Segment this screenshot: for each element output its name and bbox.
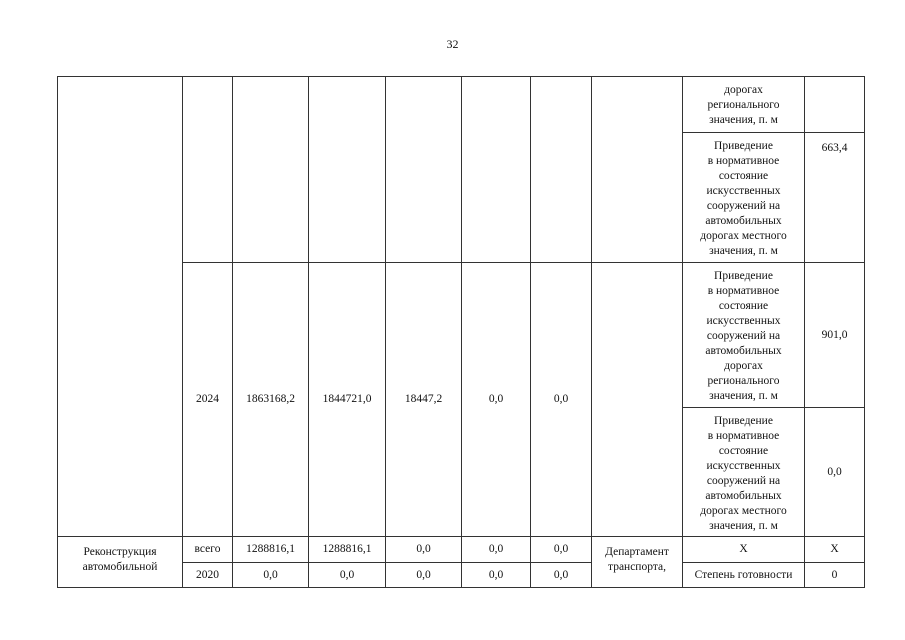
table-row: [58, 77, 865, 133]
total-cell: 1863168,2: [233, 263, 309, 537]
amount-cell: [386, 77, 462, 263]
program-name-cell: [58, 77, 183, 537]
amount-cell: 0,0: [462, 537, 531, 563]
amount-cell: 18447,2: [386, 263, 462, 537]
executor-cell: Департамент транспорта,: [592, 537, 683, 588]
indicator-value: 663,4: [805, 133, 865, 263]
amount-cell: 0,0: [531, 263, 592, 537]
amount-cell: 0,0: [386, 563, 462, 588]
amount-cell: [309, 77, 386, 263]
amount-cell: 0,0: [462, 563, 531, 588]
indicator-cell: Приведение в нормативное состояние искусственных сооружений на автомобильных дорогах регионального значения, п. м: [683, 263, 805, 408]
budget-table: [57, 76, 865, 588]
year-cell: 2024: [183, 263, 233, 537]
indicator-cell: Приведение в нормативное состояние искусственных сооружений на автомобильных дорогах местного значения, п. м: [683, 133, 805, 263]
executor-cell: [592, 263, 683, 537]
amount-cell: 1844721,0: [309, 263, 386, 537]
amount-cell: 1288816,1: [309, 537, 386, 563]
amount-cell: [462, 77, 531, 263]
indicator-value: Х: [805, 537, 865, 563]
executor-cell: [592, 77, 683, 263]
indicator-value: 0,0: [805, 408, 865, 537]
indicator-cell: Степень готовности: [683, 563, 805, 588]
table-row: [58, 537, 865, 563]
amount-cell: 0,0: [531, 537, 592, 563]
indicator-value: 901,0: [805, 263, 865, 408]
amount-cell: 0,0: [531, 563, 592, 588]
indicator-cell: дорогах регионального значения, п. м: [683, 77, 805, 133]
year-cell: 2020: [183, 563, 233, 588]
year-cell: всего: [183, 537, 233, 563]
total-cell: 0,0: [233, 563, 309, 588]
indicator-cell: Приведение в нормативное состояние искусственных сооружений на автомобильных дорогах местного значения, п. м: [683, 408, 805, 537]
indicator-cell: Х: [683, 537, 805, 563]
amount-cell: 0,0: [462, 263, 531, 537]
amount-cell: 0,0: [386, 537, 462, 563]
amount-cell: [531, 77, 592, 263]
indicator-value: [805, 77, 865, 133]
total-cell: 1288816,1: [233, 537, 309, 563]
year-cell: [183, 77, 233, 263]
indicator-value: 0: [805, 563, 865, 588]
amount-cell: 0,0: [309, 563, 386, 588]
page-number: 32: [446, 37, 459, 51]
total-cell: [233, 77, 309, 263]
program-name-cell: Реконструкция автомобильной: [58, 537, 183, 588]
